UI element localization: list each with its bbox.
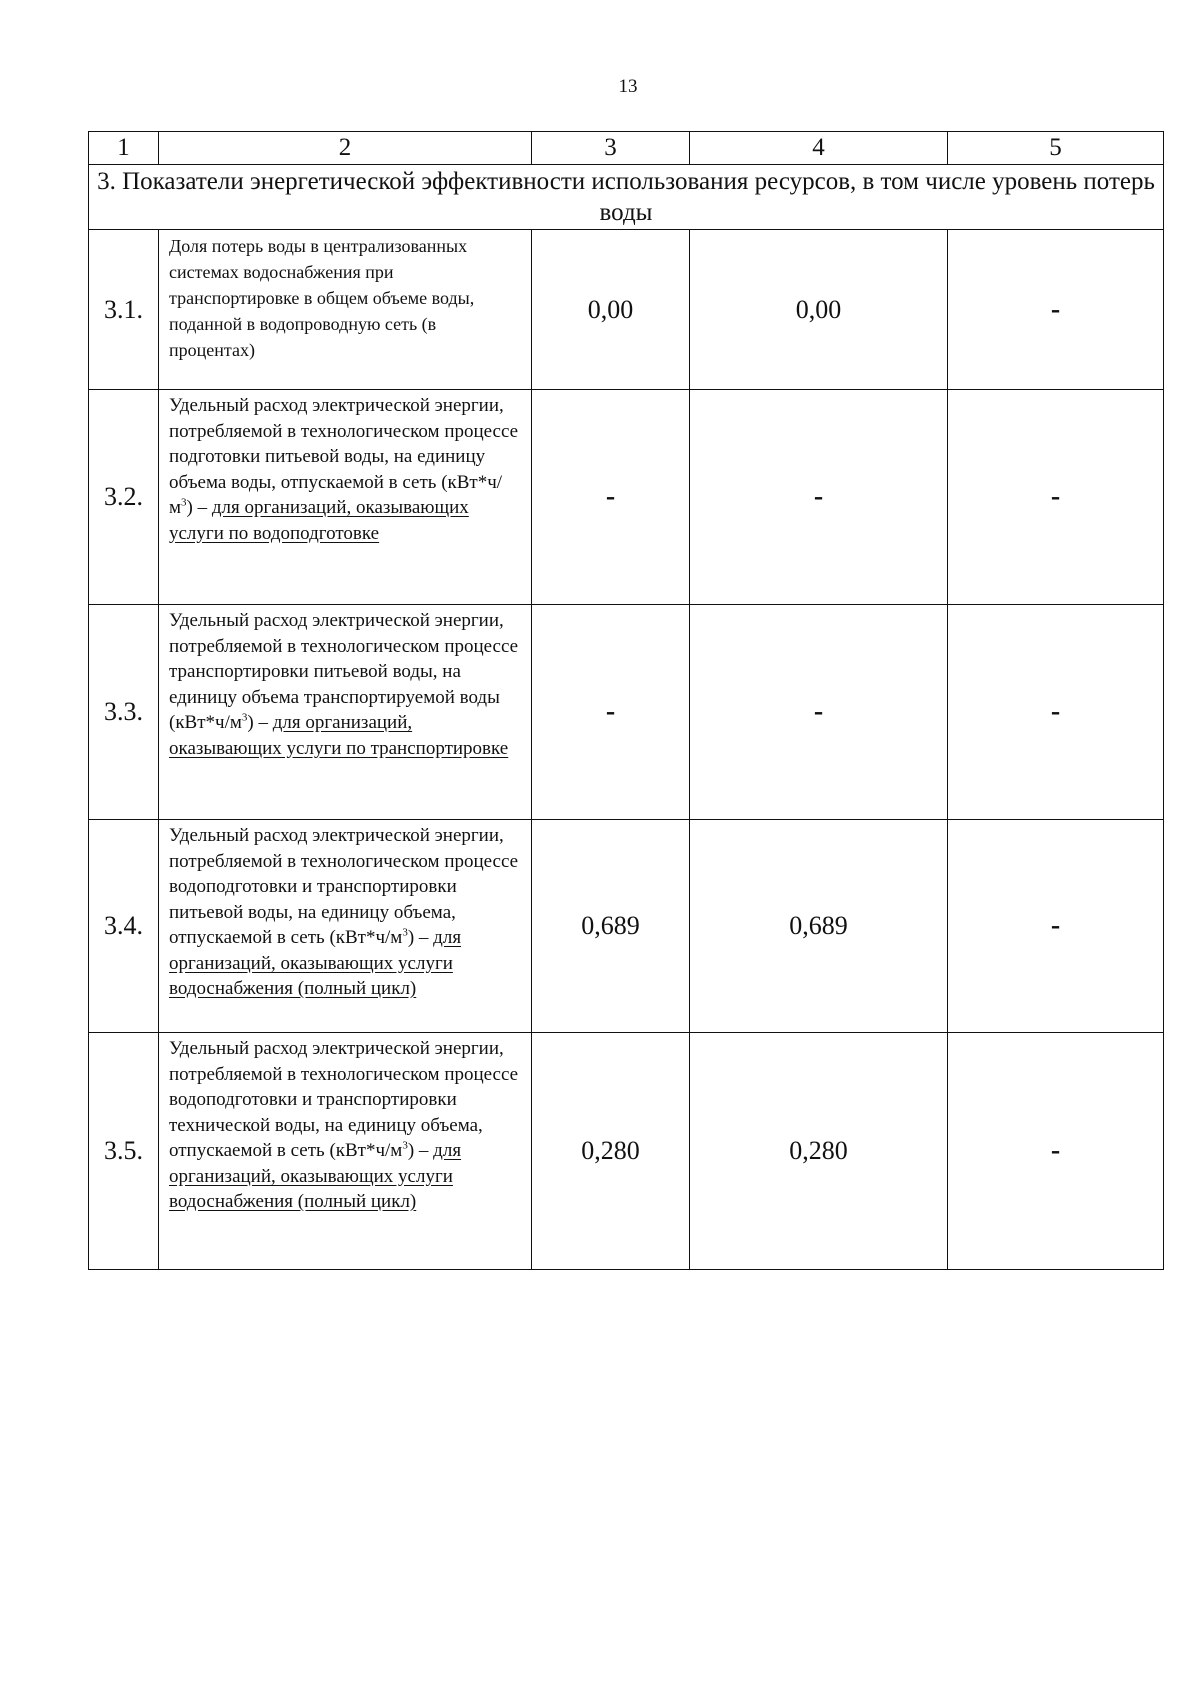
indicators-table	[88, 131, 1164, 1270]
description-text: ) –	[407, 927, 434, 948]
description-text: Удельный расход электрической энергии, потребляемой в технологическом процессе подготовки питьевой воды, на единицу объема воды, отпускаемой в сеть (кВт*ч/м	[169, 395, 519, 518]
value-col4: 0,689	[690, 820, 948, 1033]
column-header: 4	[690, 132, 948, 165]
value-col4: -	[690, 605, 948, 820]
row-number: 3.3.	[89, 605, 159, 820]
table-row	[89, 820, 1164, 1033]
value-col3: -	[532, 390, 690, 605]
table-row	[89, 230, 1164, 390]
row-description	[159, 390, 532, 605]
row-description	[159, 605, 532, 820]
value-col5: -	[948, 390, 1164, 605]
value-col3: 0,689	[532, 820, 690, 1033]
superscript: 3	[402, 926, 408, 939]
value-col5: -	[948, 230, 1164, 390]
row-description	[159, 820, 532, 1033]
value-col3: -	[532, 605, 690, 820]
column-header: 2	[159, 132, 532, 165]
value-col3: 0,280	[532, 1033, 690, 1270]
value-col3: 0,00	[532, 230, 690, 390]
description-text: Удельный расход электрической энергии, потребляемой в технологическом процессе транспортировки питьевой воды, на единицу объема транспортируемой воды (кВт*ч/м	[169, 610, 519, 733]
value-col5: -	[948, 605, 1164, 820]
section-title-row	[89, 165, 1164, 230]
description-underlined: для организаций, оказывающих услуги по транспортировке	[169, 712, 509, 759]
row-number: 3.2.	[89, 390, 159, 605]
value-col4: -	[690, 390, 948, 605]
column-header: 5	[948, 132, 1164, 165]
description-text: ) –	[186, 497, 212, 518]
row-number: 3.1.	[89, 230, 159, 390]
value-col5: -	[948, 1033, 1164, 1270]
superscript: 3	[241, 711, 248, 724]
row-description	[159, 1033, 532, 1270]
value-col4: 0,280	[690, 1033, 948, 1270]
column-header-row	[89, 132, 1164, 165]
value-col4: 0,00	[690, 230, 948, 390]
description-underlined: для организаций, оказывающих услуги по водоподготовке	[169, 497, 469, 544]
superscript: 3	[181, 496, 187, 509]
description-text: Удельный расход электрической энергии, потребляемой в технологическом процессе водоподготовки и транспортировки технической воды, на единицу объема, отпускаемой в сеть (кВт*ч/м	[169, 1038, 519, 1161]
description-text: ) –	[407, 1140, 434, 1161]
value-col5: -	[948, 820, 1164, 1033]
column-header: 3	[532, 132, 690, 165]
row-description: Доля потерь воды в централизованных системах водоснабжения при транспортировке в общем объеме воды, поданной в водопроводную сеть (в процентах)	[159, 230, 532, 390]
column-header: 1	[89, 132, 159, 165]
description-text: ) –	[247, 712, 273, 733]
section-title: 3. Показатели энергетической эффективности использования ресурсов, в том числе уровень потерь воды	[89, 165, 1164, 230]
table-row	[89, 390, 1164, 605]
description-underlined: для организаций, оказывающих услуги водоснабжения (полный цикл)	[169, 927, 462, 999]
description-text: Удельный расход электрической энергии, потребляемой в технологическом процессе водоподготовки и транспортировки питьевой воды, на единицу объема, отпускаемой в сеть (кВт*ч/м	[169, 825, 519, 948]
row-number: 3.5.	[89, 1033, 159, 1270]
page-number: 13	[618, 76, 638, 97]
table-row	[89, 1033, 1164, 1270]
row-number: 3.4.	[89, 820, 159, 1033]
description-underlined: для организаций, оказывающих услуги водоснабжения (полный цикл)	[169, 1140, 462, 1212]
superscript: 3	[402, 1139, 408, 1152]
table-row	[89, 605, 1164, 820]
